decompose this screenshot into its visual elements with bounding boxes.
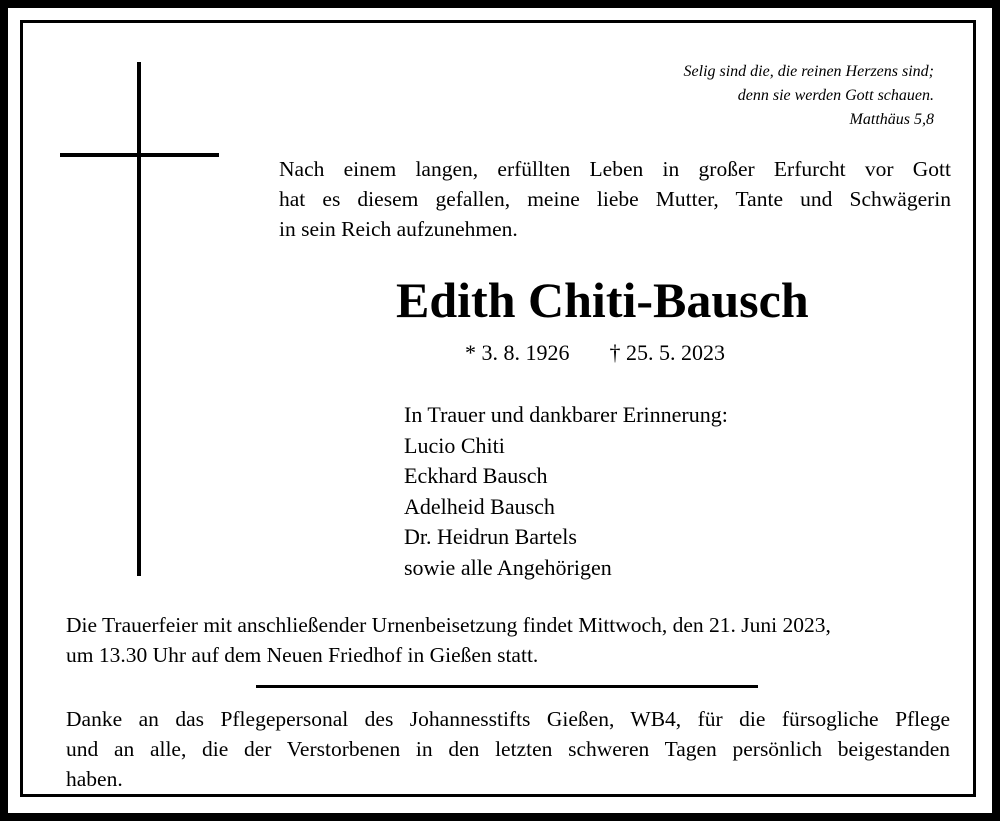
- mourner-name: Lucio Chiti: [404, 432, 505, 458]
- cross-icon-beam: [60, 153, 219, 157]
- intro-text: [279, 154, 951, 244]
- mourners-list: [404, 400, 728, 583]
- service-line: um 13.30 Uhr auf dem Neuen Friedhof in Gießen statt.: [66, 643, 539, 667]
- thanks-text: [66, 704, 950, 794]
- mourner-name: Eckhard Bausch: [404, 463, 548, 488]
- birth-date: * 3. 8. 1926: [465, 340, 570, 365]
- mourner-name: Adelheid Bausch: [404, 493, 555, 519]
- thanks-line: Danke an das Pflegepersonal des Johannesstifts Gießen, WB4, für die fürsogliche Pflege: [66, 707, 950, 731]
- deceased-name: Edith Chiti-Bausch: [396, 272, 809, 328]
- life-dates: [465, 338, 725, 368]
- intro-line: Nach einem langen, erfüllten Leben in großer Erfurcht vor Gott: [279, 157, 951, 181]
- service-info: [66, 610, 950, 670]
- verse-line: denn sie werden Gott schauen.: [737, 87, 934, 104]
- verse-line: Selig sind die, die reinen Herzens sind;: [683, 63, 934, 80]
- bible-verse: [684, 60, 934, 132]
- thanks-line: haben.: [66, 767, 123, 791]
- intro-line: hat es diesem gefallen, meine liebe Mutter, Tante und Schwägerin: [279, 187, 951, 211]
- thanks-line: und an alle, die der Verstorbenen in den letzten schweren Tagen persönlich beigestanden: [66, 737, 950, 761]
- mourner-name: sowie alle Angehörigen: [404, 554, 612, 580]
- intro-line: in sein Reich aufzunehmen.: [279, 217, 518, 241]
- obituary-notice: [8, 8, 992, 813]
- verse-reference: Matthäus 5,8: [849, 111, 934, 128]
- service-line: Die Trauerfeier mit anschließender Urnenbeisetzung findet Mittwoch, den 21. Juni 2023,: [66, 613, 831, 637]
- death-date: † 25. 5. 2023: [609, 340, 725, 365]
- mourner-name: Dr. Heidrun Bartels: [404, 524, 577, 549]
- cross-icon: [137, 62, 141, 576]
- divider: [256, 685, 758, 688]
- mourners-heading: In Trauer und dankbarer Erinnerung:: [404, 402, 728, 427]
